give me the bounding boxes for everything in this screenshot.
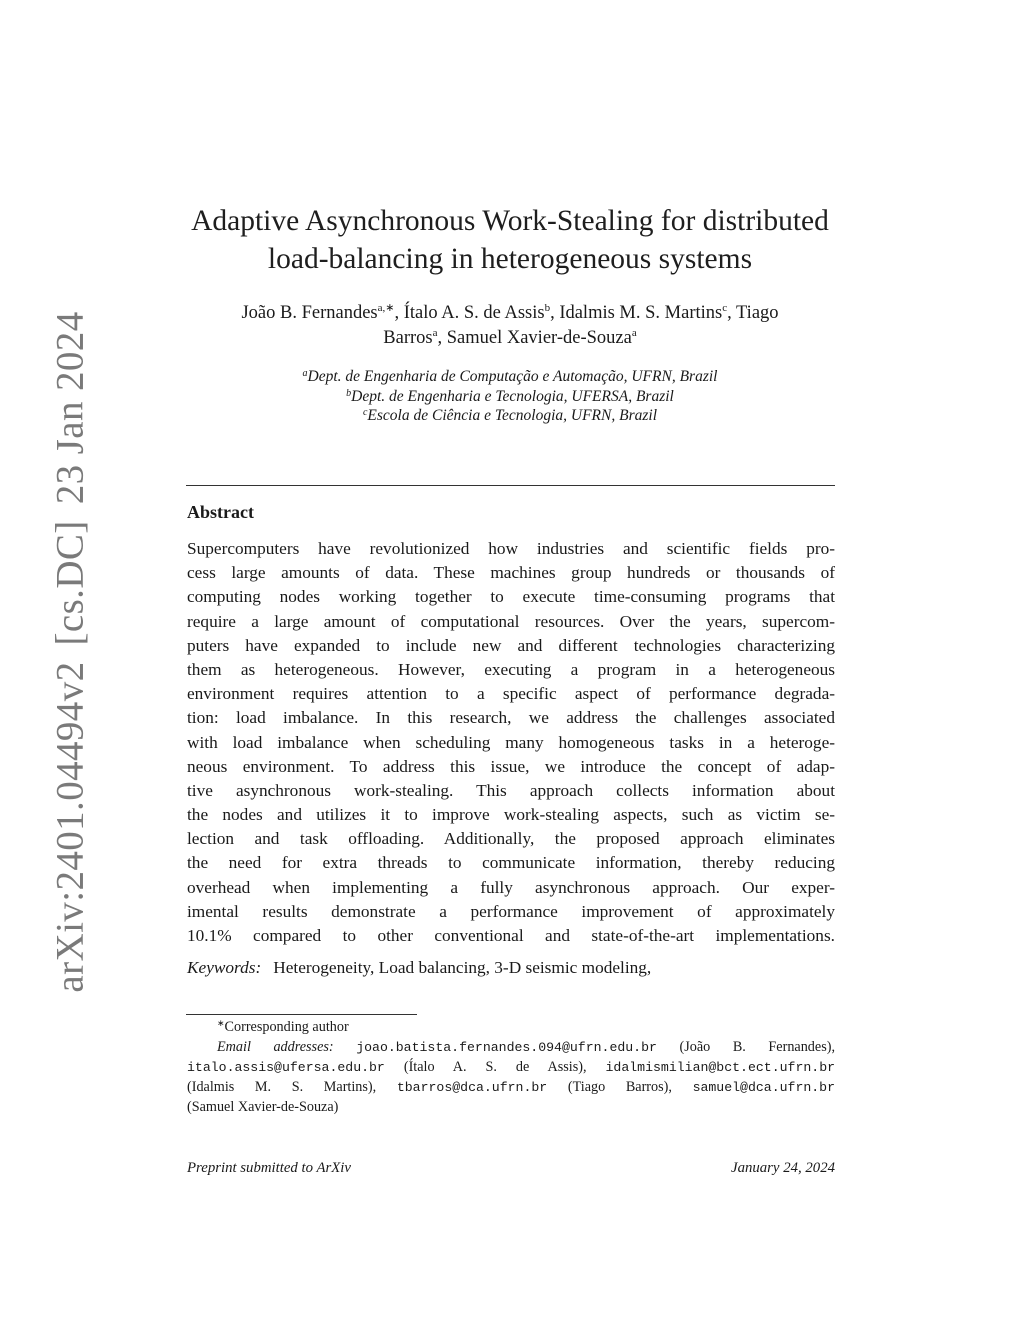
affiliation-text: Dept. de Engenharia e Tecnologia, UFERSA, Brazil: [351, 387, 674, 405]
author-name: João B. Fernandes: [241, 303, 378, 323]
abstract-line: overhead when implementing a fully asynchronous approach. Our exper-: [187, 877, 835, 897]
abstract-line: with load imbalance when scheduling many homogeneous tasks in a heteroge-: [187, 732, 835, 752]
author-name: Idalmis M. S. Martins: [559, 303, 723, 323]
page-footer: [187, 1160, 835, 1177]
footnote-email-line: [187, 1097, 835, 1117]
abstract-line: 10.1% compared to other conventional and state-of-the-art implementations.: [187, 926, 835, 945]
email-owner: (Ítalo A. S. de Assis),: [403, 1059, 587, 1075]
abstract-line: cess large amounts of data. These machines group hundreds or thousands of: [187, 563, 835, 583]
abstract-line: computing nodes working together to execute time-consuming programs that: [187, 587, 835, 607]
author-list: [180, 301, 840, 351]
affiliation-text: Dept. de Engenharia de Computação e Automação, UFRN, Brazil: [307, 368, 718, 385]
footer-preprint-note: Preprint submitted to ArXiv: [187, 1160, 351, 1176]
author-name: Ítalo A. S. de Assis: [403, 303, 545, 323]
abstract-line: tive asynchronous work-stealing. This approach collects information about: [187, 780, 835, 800]
paper-title: [160, 202, 860, 278]
affiliation-mark: c: [362, 407, 368, 418]
email-owner: (Tiago Barros),: [567, 1079, 672, 1095]
keywords-text: Heterogeneity, Load balancing, 3-D seismic modeling,: [273, 958, 652, 977]
footer-date: January 24, 2024: [731, 1160, 835, 1176]
abstract-line: the nodes and utilizes it to improve work-stealing aspects, such as victim se-: [187, 805, 835, 825]
arxiv-category: [cs.DC]: [48, 520, 92, 646]
arxiv-date: 23 Jan 2024: [48, 311, 92, 505]
footnote-email-line: [187, 1057, 835, 1077]
arxiv-side-stamp: [48, 311, 93, 992]
footnote-email-line: [187, 1077, 835, 1097]
email-link[interactable]: samuel@dca.ufrn.br: [692, 1080, 836, 1095]
email-link[interactable]: italo.assis@ufersa.edu.br: [187, 1060, 385, 1075]
affiliation: [160, 387, 860, 407]
author-name: Barros: [383, 328, 433, 348]
email-link[interactable]: joao.batista.fernandes.094@ufrn.edu.br: [356, 1040, 657, 1055]
affiliation-mark: b: [346, 387, 352, 399]
abstract-line: environment requires attention to a specific aspect of performance degrada-: [187, 684, 835, 704]
footnote-corresponding: [187, 1017, 835, 1037]
abstract-line: them as heterogeneous. However, executing a program in a heterogeneous: [187, 659, 835, 679]
footnote-mark: ∗: [217, 1018, 225, 1028]
author-affil-mark: c: [722, 302, 728, 314]
email-link[interactable]: idalmismilian@bct.ect.ufrn.br: [605, 1060, 836, 1075]
email-link[interactable]: tbarros@dca.ufrn.br: [396, 1080, 548, 1095]
footnote-email-line: [187, 1037, 835, 1057]
author-name: Samuel Xavier-de-Souza: [446, 328, 632, 348]
email-owner: (Samuel Xavier-de-Souza): [187, 1099, 339, 1115]
abstract-body: [187, 537, 835, 948]
author-line: João B. Fernandes$^{a,∗}$, Ítalo A. S. de Assis$^b$, Idalmis M. S. Martins$^c$, Tiago: [241, 302, 779, 323]
title-line: load-balancing in heterogeneous systems: [267, 243, 753, 275]
email-owner: (Idalmis M. S. Martins),: [187, 1079, 377, 1095]
keywords: [187, 958, 651, 978]
footnote-corresponding-text: Corresponding author: [224, 1019, 349, 1035]
keywords-label: Keywords:: [187, 958, 262, 977]
affiliation-mark: a: [302, 368, 308, 379]
author-affil-mark: a: [432, 327, 438, 339]
abstract-line: Supercomputers have revolutionized how industries and scientific fields pro-: [187, 539, 835, 558]
abstract-heading: Abstract: [187, 502, 254, 522]
abstract-line: puters have expanded to include new and different technologies characterizing: [187, 635, 835, 655]
arxiv-id: arXiv:2401.04494v2: [48, 661, 92, 993]
abstract-line: imental results demonstrate a performance improvement of approximately: [187, 901, 835, 921]
author-name: Tiago: [736, 303, 779, 323]
footnote: [187, 1017, 835, 1117]
affiliation-list: [160, 367, 860, 426]
abstract-line: the need for extra threads to communicate information, thereby reducing: [187, 853, 835, 873]
email-label: Email addresses:: [217, 1039, 334, 1055]
abstract-line: neous environment. To address this issue, we introduce the concept of adap-: [187, 756, 835, 776]
author-affil-mark: a,∗: [377, 302, 395, 314]
abstract-line: tion: load imbalance. In this research, we address the challenges associated: [187, 708, 835, 728]
title-line: Adaptive Asynchronous Work-Stealing for distributed: [191, 205, 829, 237]
abstract-line: lection and task offloading. Additionally, the proposed approach eliminates: [187, 829, 835, 849]
abstract-line: require a large amount of computational resources. Over the years, supercom-: [187, 611, 835, 631]
affiliation: [160, 406, 860, 426]
footnote-rule: [186, 1014, 417, 1015]
email-owner: (João B. Fernandes),: [679, 1039, 835, 1055]
affiliation: [160, 367, 860, 387]
author-affil-mark: a: [631, 327, 637, 339]
author-affil-mark: b: [544, 302, 551, 314]
author-line: Barros$^a$, Samuel Xavier-de-Souza$^a$: [383, 327, 637, 348]
affiliation-text: Escola de Ciência e Tecnologia, UFRN, Brazil: [367, 407, 658, 424]
abstract-top-rule: [186, 485, 835, 486]
